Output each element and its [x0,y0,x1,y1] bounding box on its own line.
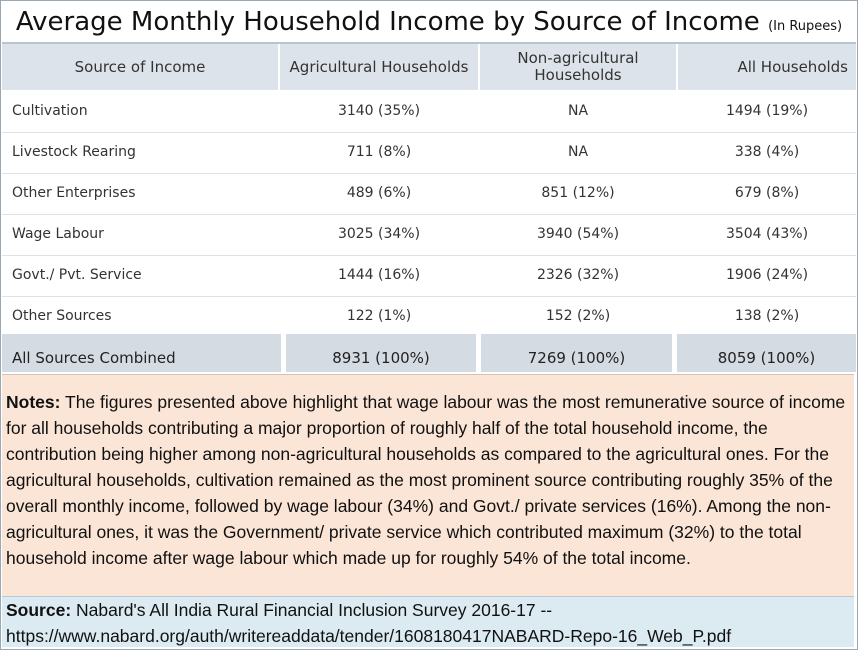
agricultural-value: 711 (8%) [346,144,412,160]
non-agricultural-value: 2326 (32%) [536,267,620,283]
source-text: Nabard's All India Rural Financial Inclusion Survey 2016-17 -- [76,600,553,620]
all-households-value: 338 (4%) [734,144,800,160]
source-label: Source: [6,600,72,620]
non-agricultural-value: NA [567,103,589,119]
all-households-value: 3504 (43%) [725,226,809,242]
notes-text: The figures presented above highlight that wage labour was the most remunerative source of income for all households contributing a major proportion of roughly half of the total household income, the contribution being higher among non-agricultural households as compared to the agricultural ones. For the agricultural households, cultivation remained as the most prominent source contributing roughly 35% of the overall monthly income, followed by wage labour (34%) and Govt./ private services (16%). Among the non-agricultural ones, it was the Government/ private service which contributed maximum (32%) to the total household income after wage labour which made up for roughly 54% of the total income. [6,392,846,568]
total-all-households: 8059 (100%) [717,349,816,367]
all-households-value: 679 (8%) [734,185,800,201]
header-all-households [678,44,856,90]
row-label: Other Enterprises [12,185,136,201]
source-box [2,596,854,647]
header-all-households-label: All Households [737,57,848,76]
agricultural-value: 3025 (34%) [337,226,421,242]
agricultural-value: 1444 (16%) [337,267,421,283]
row-label: Other Sources [12,308,112,324]
title-unit: (In Rupees) [768,19,843,34]
notes-label: Notes: [6,392,61,412]
row-label: Cultivation [12,103,88,119]
title-main: Average Monthly Household Income by Source of Income [15,7,760,37]
total-label: All Sources Combined [12,349,176,367]
header-agricultural: Agricultural Households [289,57,469,76]
non-agricultural-value: NA [567,144,589,160]
header-source-of-income: Source of Income [74,57,206,76]
table-row [2,173,856,215]
total-non-agricultural: 7269 (100%) [527,349,626,367]
table-row [2,255,856,297]
total-row [2,334,856,372]
row-label: Livestock Rearing [12,144,136,160]
non-agricultural-value: 851 (12%) [541,185,615,201]
table-row [2,132,856,174]
total-agricultural: 8931 (100%) [332,349,430,367]
table-header [2,42,856,90]
table-row [2,214,856,256]
row-label: Govt./ Pvt. Service [12,267,142,283]
table-row [2,296,856,337]
row-label: Wage Labour [12,226,104,242]
agricultural-value: 489 (6%) [346,185,412,201]
source-url[interactable]: https://www.nabard.org/auth/writereaddata/tender/1608180417NABARD-Repo-16_Web_P.pdf [6,626,732,646]
agricultural-value: 3140 (35%) [337,103,421,119]
agricultural-value: 122 (1%) [346,308,412,324]
header-non-agricultural: Non-agricultural Households [517,49,639,84]
notes-box [2,374,854,607]
all-households-value: 1906 (24%) [725,267,809,283]
all-households-value: 1494 (19%) [725,103,809,119]
source-line [6,597,850,623]
non-agricultural-value: 152 (2%) [545,308,611,324]
table-row [2,91,856,133]
non-agricultural-value: 3940 (54%) [536,226,620,242]
all-households-value: 138 (2%) [734,308,800,324]
figure-title [0,0,858,42]
